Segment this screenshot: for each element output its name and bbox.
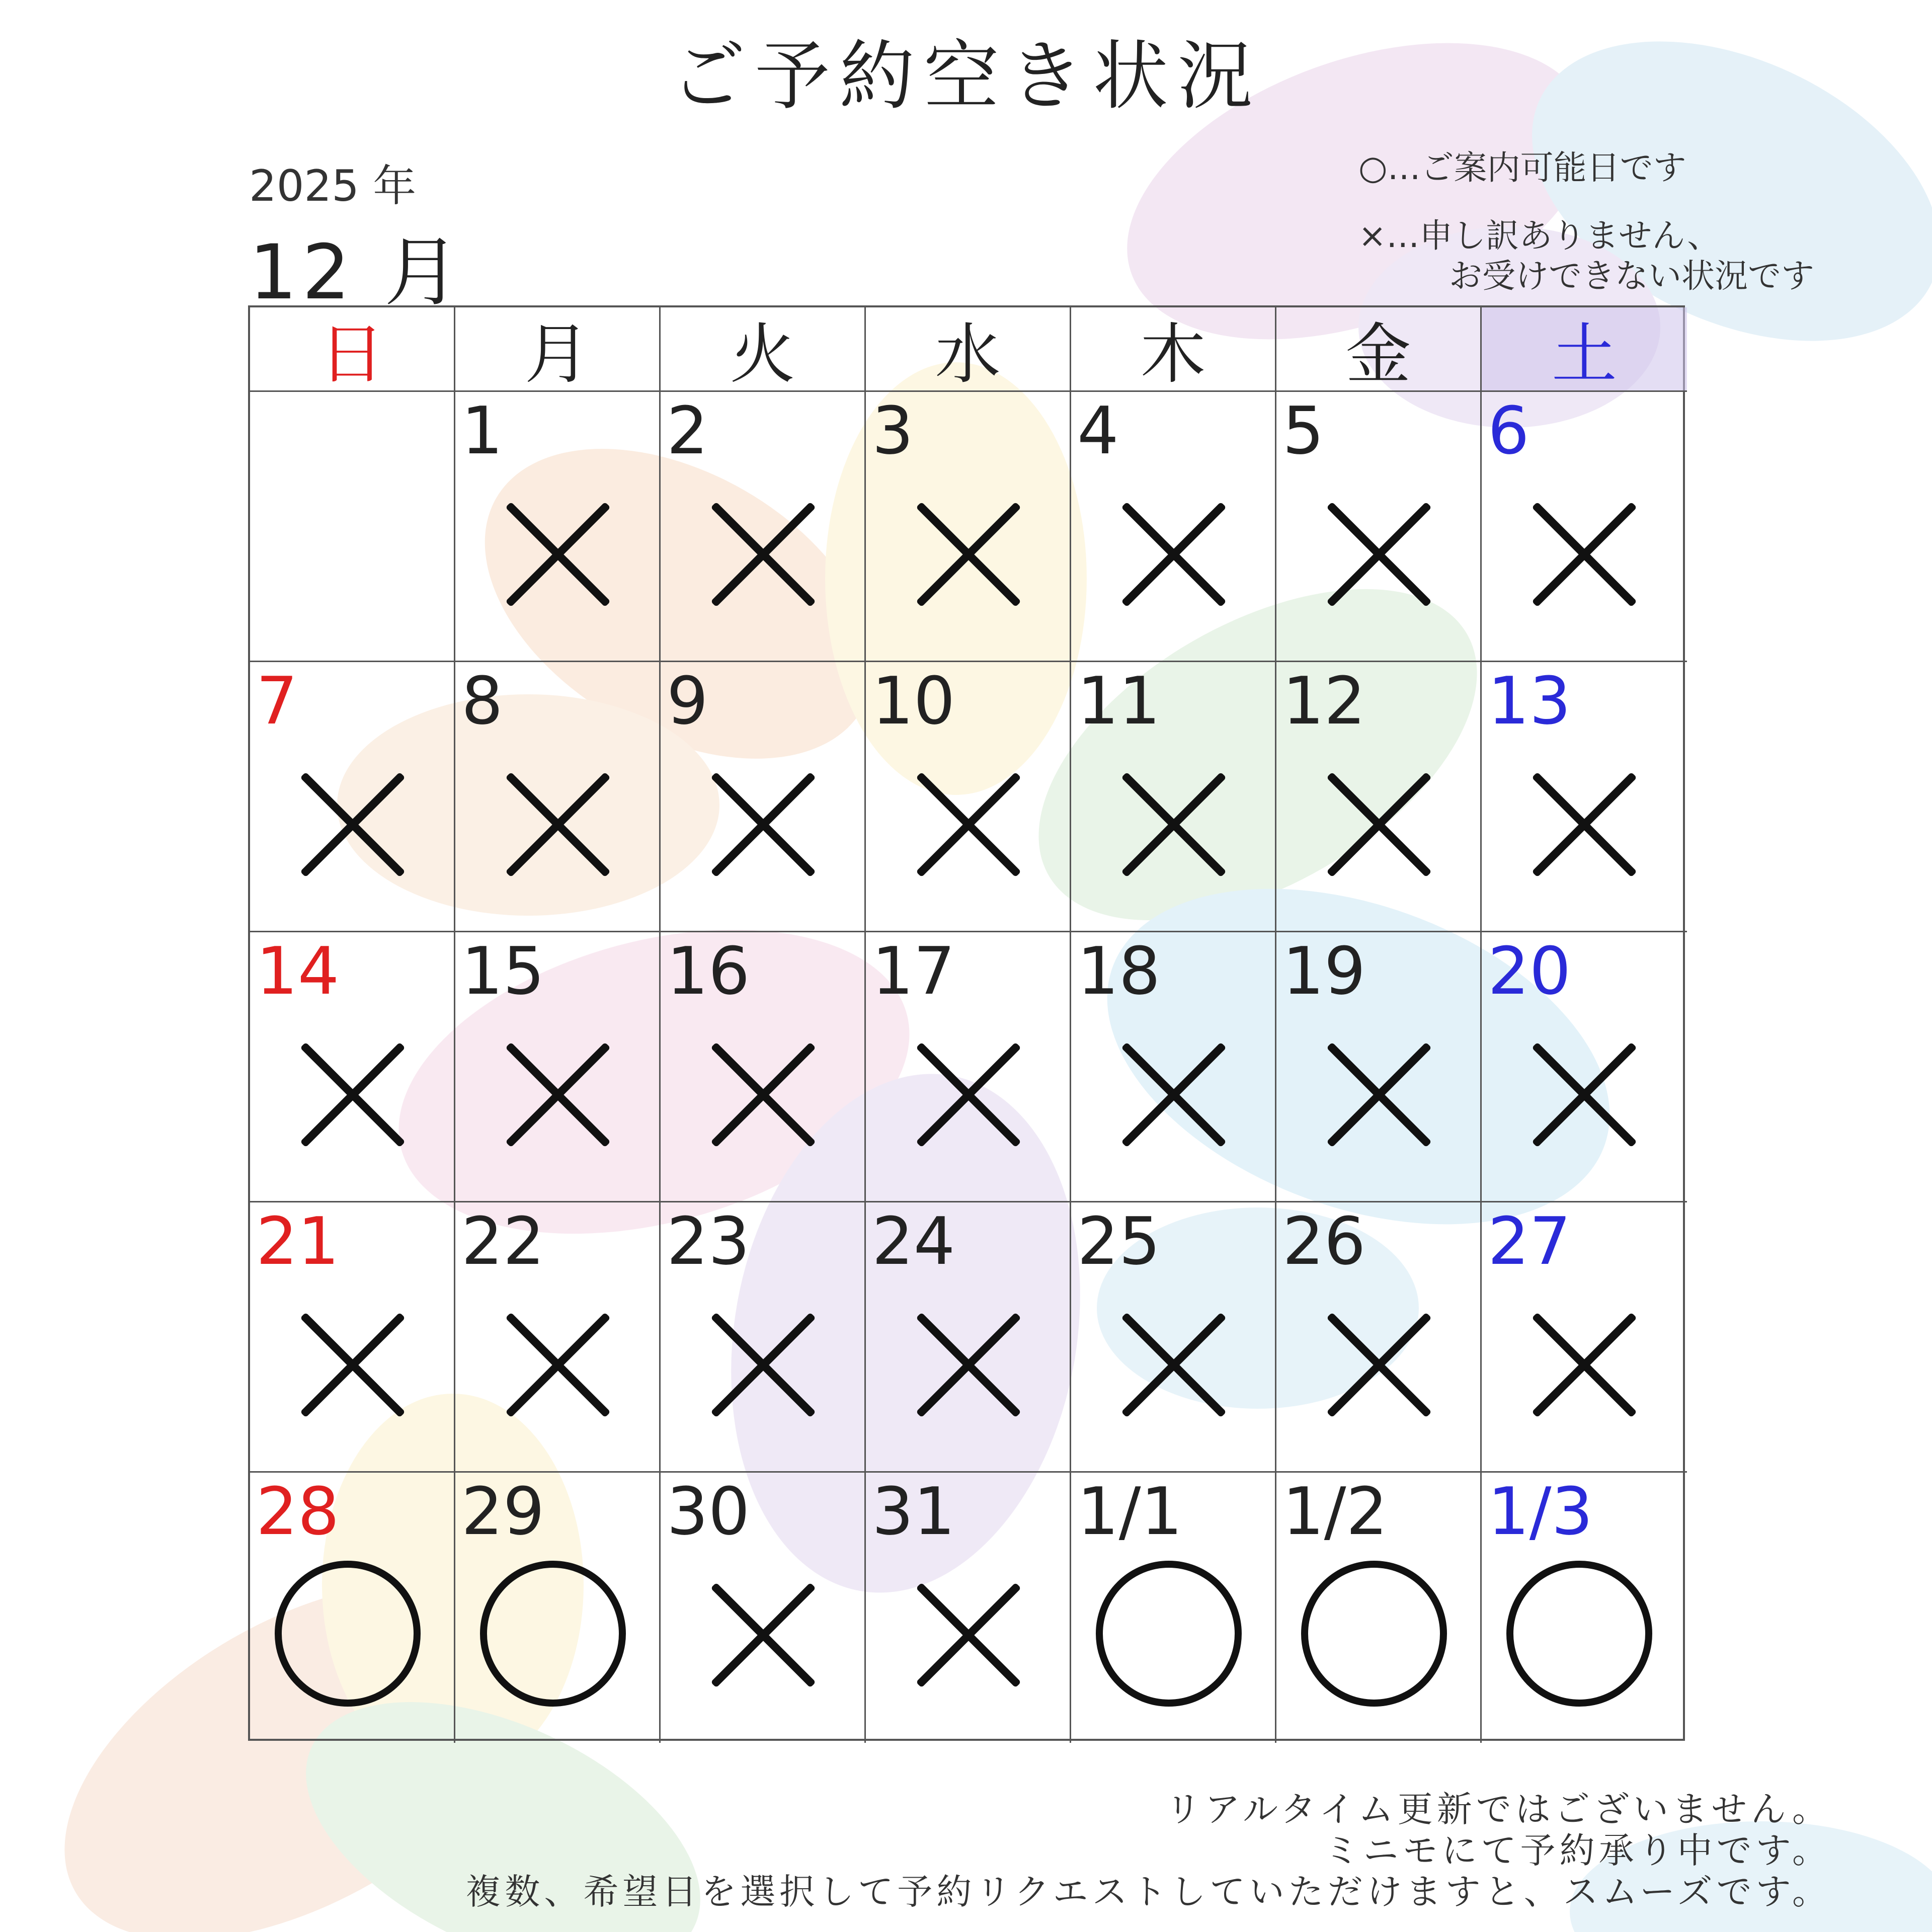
month-label: 12 月 <box>249 229 465 316</box>
legend-available: ○…ご案内可能日です <box>1358 148 1686 187</box>
day-cell <box>661 392 866 662</box>
footer-note-3: 複数、希望日を選択して予約リクエストしていただけますと、スムーズです。 <box>465 1871 1831 1912</box>
footer-note-1: リアルタイム更新ではございません。 <box>1165 1789 1831 1830</box>
day-cell <box>250 392 455 662</box>
day-number: 12 <box>1282 663 1366 739</box>
day-number: 24 <box>872 1203 955 1279</box>
day-number: 1 <box>461 392 503 469</box>
day-number: 19 <box>1282 933 1366 1009</box>
day-cell <box>1071 932 1276 1202</box>
day-number: 22 <box>461 1203 545 1279</box>
day-number: 1/3 <box>1488 1473 1593 1550</box>
unavailable-cross-icon <box>1324 500 1434 611</box>
day-number: 15 <box>461 933 545 1009</box>
unavailable-cross-icon <box>1529 500 1640 611</box>
day-number: 29 <box>461 1473 545 1550</box>
day-number: 5 <box>1282 392 1324 469</box>
weekday-header: 金 <box>1276 307 1482 392</box>
day-cell <box>661 932 866 1202</box>
year-label: 2025 年 <box>249 161 417 211</box>
day-cell <box>455 1202 661 1473</box>
day-number: 28 <box>256 1473 340 1550</box>
day-cell <box>455 662 661 932</box>
unavailable-cross-icon <box>1324 1040 1434 1151</box>
day-number: 13 <box>1488 663 1571 739</box>
unavailable-cross-icon <box>913 1040 1024 1151</box>
weekday-header: 月 <box>455 307 661 392</box>
unavailable-cross-icon <box>708 1311 819 1421</box>
legend-unavailable-line1: ×…申し訳ありません、 <box>1358 216 1721 255</box>
available-circle-icon <box>1506 1561 1652 1707</box>
day-cell <box>1482 1202 1687 1473</box>
day-number: 30 <box>667 1473 750 1550</box>
unavailable-cross-icon <box>1324 770 1434 881</box>
day-cell <box>1071 1473 1276 1743</box>
unavailable-cross-icon <box>297 1040 408 1151</box>
day-cell <box>661 662 866 932</box>
day-cell <box>250 932 455 1202</box>
unavailable-cross-icon <box>708 1581 819 1692</box>
day-number: 1/2 <box>1282 1473 1388 1550</box>
day-cell <box>250 1202 455 1473</box>
day-number: 14 <box>256 933 340 1009</box>
day-number: 27 <box>1488 1203 1571 1279</box>
day-cell <box>1482 1473 1687 1743</box>
day-cell <box>661 1202 866 1473</box>
unavailable-cross-icon <box>1324 1311 1434 1421</box>
day-number: 1/1 <box>1077 1473 1183 1550</box>
day-number: 11 <box>1077 663 1161 739</box>
unavailable-cross-icon <box>1118 1040 1229 1151</box>
day-number: 25 <box>1077 1203 1161 1279</box>
day-cell <box>866 392 1071 662</box>
day-cell <box>866 932 1071 1202</box>
day-cell <box>1276 662 1482 932</box>
unavailable-cross-icon <box>1529 770 1640 881</box>
day-number: 3 <box>872 392 914 469</box>
day-number: 6 <box>1488 392 1530 469</box>
available-circle-icon <box>1301 1561 1447 1707</box>
day-cell <box>1482 392 1687 662</box>
day-cell <box>661 1473 866 1743</box>
day-number: 31 <box>872 1473 955 1550</box>
day-cell <box>1482 932 1687 1202</box>
weekday-header: 木 <box>1071 307 1276 392</box>
day-cell <box>1276 392 1482 662</box>
day-number: 10 <box>872 663 955 739</box>
calendar-grid <box>248 305 1685 1741</box>
unavailable-cross-icon <box>913 770 1024 881</box>
day-cell <box>866 662 1071 932</box>
day-cell <box>1071 662 1276 932</box>
day-number: 9 <box>667 663 708 739</box>
unavailable-cross-icon <box>708 1040 819 1151</box>
unavailable-cross-icon <box>1529 1311 1640 1421</box>
day-cell <box>866 1473 1071 1743</box>
weekday-header: 土 <box>1482 307 1687 392</box>
day-number: 23 <box>667 1203 750 1279</box>
unavailable-cross-icon <box>1118 1311 1229 1421</box>
unavailable-cross-icon <box>503 1311 613 1421</box>
unavailable-cross-icon <box>1118 500 1229 611</box>
day-cell <box>1071 1202 1276 1473</box>
day-cell <box>250 662 455 932</box>
day-number: 8 <box>461 663 503 739</box>
footer-note-2: ミニモにて予約承り中です。 <box>1324 1830 1831 1871</box>
unavailable-cross-icon <box>503 770 613 881</box>
day-cell <box>455 392 661 662</box>
day-cell <box>455 1473 661 1743</box>
weekday-header: 水 <box>866 307 1071 392</box>
day-number: 2 <box>667 392 708 469</box>
day-cell <box>455 932 661 1202</box>
unavailable-cross-icon <box>297 770 408 881</box>
day-number: 20 <box>1488 933 1571 1009</box>
available-circle-icon <box>275 1561 421 1707</box>
unavailable-cross-icon <box>913 1581 1024 1692</box>
day-number: 21 <box>256 1203 340 1279</box>
day-number: 18 <box>1077 933 1161 1009</box>
day-cell <box>866 1202 1071 1473</box>
page-title: ご予約空き状況 <box>670 33 1262 120</box>
day-number: 4 <box>1077 392 1119 469</box>
day-cell <box>1276 932 1482 1202</box>
available-circle-icon <box>480 1561 626 1707</box>
unavailable-cross-icon <box>503 500 613 611</box>
unavailable-cross-icon <box>913 1311 1024 1421</box>
day-number: 26 <box>1282 1203 1366 1279</box>
unavailable-cross-icon <box>297 1311 408 1421</box>
unavailable-cross-icon <box>1529 1040 1640 1151</box>
day-number: 7 <box>256 663 298 739</box>
day-cell <box>1071 392 1276 662</box>
day-cell <box>250 1473 455 1743</box>
day-number: 16 <box>667 933 750 1009</box>
unavailable-cross-icon <box>708 770 819 881</box>
available-circle-icon <box>1096 1561 1242 1707</box>
day-cell <box>1276 1202 1482 1473</box>
unavailable-cross-icon <box>913 500 1024 611</box>
day-cell <box>1276 1473 1482 1743</box>
weekday-header: 日 <box>250 307 455 392</box>
unavailable-cross-icon <box>708 500 819 611</box>
weekday-header: 火 <box>661 307 866 392</box>
unavailable-cross-icon <box>503 1040 613 1151</box>
day-cell <box>1482 662 1687 932</box>
day-number: 17 <box>872 933 955 1009</box>
legend-unavailable-line2: お受けできない状況です <box>1449 257 1814 295</box>
unavailable-cross-icon <box>1118 770 1229 881</box>
